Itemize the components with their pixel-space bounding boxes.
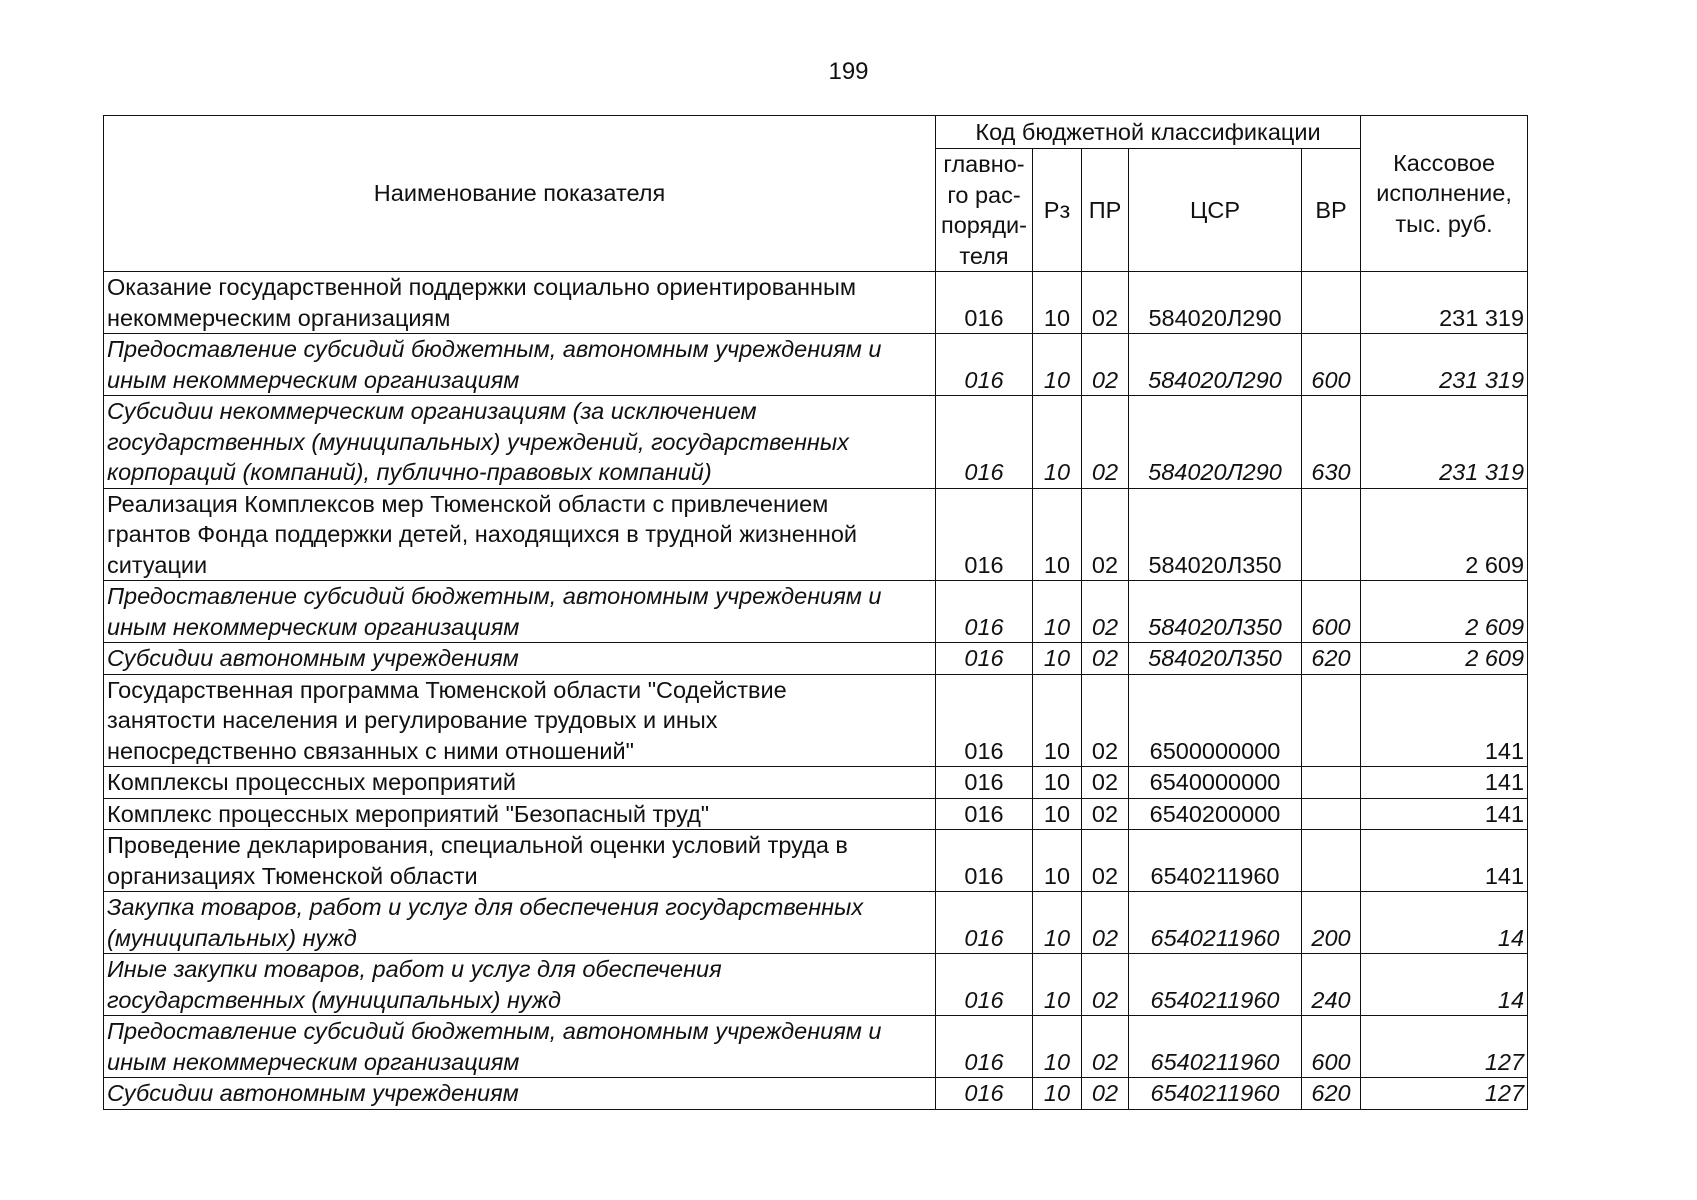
header-name: Наименование показателя (104, 116, 936, 272)
header-csr: ЦСР (1129, 149, 1302, 272)
indicator-name-line: государственных (муниципальных) учреждений, государственных (107, 428, 849, 455)
csr-code-cell: 6540211960 (1129, 954, 1302, 1016)
indicator-name-line: Закупка товаров, работ и услуг для обеспечения государственных (107, 894, 864, 920)
indicator-name-line: Субсидии некоммерческим организациям (за исключением (107, 398, 757, 424)
csr-code-cell: 584020Л350 (1129, 581, 1302, 643)
header-rz: Рз (1033, 149, 1082, 272)
table-row (104, 488, 1528, 581)
amount-cell: 2 609 (1361, 581, 1528, 643)
vr-code-cell: 240 (1302, 954, 1361, 1016)
table-row (104, 767, 1528, 799)
table-row (104, 830, 1528, 892)
table-body (104, 272, 1528, 1110)
pr-code-cell: 02 (1082, 643, 1129, 675)
indicator-name-line: государственных (муниципальных) нужд (107, 986, 562, 1013)
grbs-code-cell: 016 (936, 396, 1033, 489)
indicator-name-cell (104, 581, 936, 643)
amount-cell: 231 319 (1361, 272, 1528, 334)
csr-code-cell: 6540211960 (1129, 1016, 1302, 1078)
grbs-code-cell: 016 (936, 1078, 1033, 1110)
pr-code-cell: 02 (1082, 581, 1129, 643)
rz-code-cell: 10 (1033, 581, 1082, 643)
grbs-code-cell: 016 (936, 581, 1033, 643)
csr-code-cell: 6540200000 (1129, 798, 1302, 830)
pr-code-cell: 02 (1082, 334, 1129, 396)
csr-code-cell: 6540000000 (1129, 767, 1302, 799)
grbs-code-cell: 016 (936, 488, 1033, 581)
indicator-name-line: иным некоммерческим организациям (107, 613, 520, 640)
csr-code-cell: 584020Л290 (1129, 334, 1302, 396)
amount-cell: 141 (1361, 767, 1528, 799)
header-amount-line: Кассовое (1393, 149, 1496, 176)
grbs-code-cell: 016 (936, 643, 1033, 675)
indicator-name-cell (104, 830, 936, 892)
header-grbs-line: го рас- (947, 181, 1021, 208)
pr-code-cell: 02 (1082, 674, 1129, 767)
indicator-name-cell (104, 954, 936, 1016)
indicator-name-line: грантов Фонда поддержки детей, находящихся в трудной жизненной (107, 521, 858, 547)
grbs-code-cell: 016 (936, 830, 1033, 892)
amount-cell: 231 319 (1361, 334, 1528, 396)
csr-code-cell: 6500000000 (1129, 674, 1302, 767)
pr-code-cell: 02 (1082, 396, 1129, 489)
indicator-name-cell (104, 396, 936, 489)
indicator-name-line: Предоставление субсидий бюджетным, автономным учреждениям и (107, 583, 882, 609)
csr-code-cell: 584020Л350 (1129, 488, 1302, 581)
indicator-name-line: Субсидии автономным учреждениям (107, 645, 519, 671)
rz-code-cell: 10 (1033, 674, 1082, 767)
table-row (104, 581, 1528, 643)
indicator-name-line: Государственная программа Тюменской области "Содействие (107, 676, 787, 703)
amount-cell: 2 609 (1361, 488, 1528, 581)
rz-code-cell: 10 (1033, 643, 1082, 675)
budget-table (103, 115, 1528, 1110)
header-vr: ВР (1302, 149, 1361, 272)
amount-cell: 127 (1361, 1078, 1528, 1110)
csr-code-cell: 584020Л290 (1129, 396, 1302, 489)
header-pr: ПР (1082, 149, 1129, 272)
indicator-name-line: Проведение декларирования, специальной оценки условий труда в (107, 832, 848, 858)
vr-code-cell: 600 (1302, 581, 1361, 643)
header-grbs-line: главно- (943, 151, 1025, 177)
rz-code-cell: 10 (1033, 767, 1082, 799)
rz-code-cell: 10 (1033, 892, 1082, 954)
amount-cell: 141 (1361, 830, 1528, 892)
indicator-name-line: Иные закупки товаров, работ и услуг для обеспечения (107, 956, 722, 982)
vr-code-cell (1302, 272, 1361, 334)
csr-code-cell: 6540211960 (1129, 892, 1302, 954)
indicator-name-cell (104, 892, 936, 954)
indicator-name-cell (104, 798, 936, 830)
pr-code-cell: 02 (1082, 892, 1129, 954)
indicator-name-cell (104, 674, 936, 767)
rz-code-cell: 10 (1033, 954, 1082, 1016)
pr-code-cell: 02 (1082, 272, 1129, 334)
indicator-name-cell (104, 1078, 936, 1110)
vr-code-cell: 600 (1302, 334, 1361, 396)
indicator-name-line: занятости населения и регулирование трудовых и иных (107, 707, 718, 733)
indicator-name-cell (104, 767, 936, 799)
table-row (104, 334, 1528, 396)
grbs-code-cell: 016 (936, 892, 1033, 954)
amount-cell: 141 (1361, 798, 1528, 830)
table-header (104, 116, 1528, 272)
pr-code-cell: 02 (1082, 954, 1129, 1016)
vr-code-cell (1302, 488, 1361, 581)
rz-code-cell: 10 (1033, 1078, 1082, 1110)
rz-code-cell: 10 (1033, 798, 1082, 830)
grbs-code-cell: 016 (936, 674, 1033, 767)
vr-code-cell (1302, 798, 1361, 830)
amount-cell: 2 609 (1361, 643, 1528, 675)
csr-code-cell: 6540211960 (1129, 1078, 1302, 1110)
indicator-name-line: ситуации (107, 551, 208, 578)
pr-code-cell: 02 (1082, 767, 1129, 799)
header-grbs-line: поряди- (941, 212, 1027, 238)
csr-code-cell: 584020Л350 (1129, 643, 1302, 675)
page-number: 199 (828, 58, 869, 85)
pr-code-cell: 02 (1082, 830, 1129, 892)
grbs-code-cell: 016 (936, 334, 1033, 396)
indicator-name-cell (104, 643, 936, 675)
grbs-code-cell: 016 (936, 1016, 1033, 1078)
pr-code-cell: 02 (1082, 488, 1129, 581)
indicator-name-line: Реализация Комплексов мер Тюменской области с привлечением (107, 490, 829, 517)
vr-code-cell (1302, 830, 1361, 892)
rz-code-cell: 10 (1033, 488, 1082, 581)
header-amount (1361, 116, 1528, 272)
table-row (104, 798, 1528, 830)
table-row (104, 954, 1528, 1016)
indicator-name-line: некоммерческим организациям (107, 304, 451, 331)
rz-code-cell: 10 (1033, 272, 1082, 334)
amount-cell: 14 (1361, 892, 1528, 954)
rz-code-cell: 10 (1033, 396, 1082, 489)
grbs-code-cell: 016 (936, 798, 1033, 830)
rz-code-cell: 10 (1033, 1016, 1082, 1078)
vr-code-cell: 630 (1302, 396, 1361, 489)
pr-code-cell: 02 (1082, 1078, 1129, 1110)
amount-cell: 127 (1361, 1016, 1528, 1078)
table-row (104, 892, 1528, 954)
table-row (104, 643, 1528, 675)
grbs-code-cell: 016 (936, 954, 1033, 1016)
indicator-name-line: Субсидии автономным учреждениям (107, 1080, 519, 1106)
indicator-name-cell (104, 334, 936, 396)
rz-code-cell: 10 (1033, 334, 1082, 396)
header-grbs-line: теля (959, 242, 1009, 269)
indicator-name-line: корпораций (компаний), публично-правовых компаний) (107, 459, 712, 485)
vr-code-cell: 620 (1302, 643, 1361, 675)
amount-cell: 231 319 (1361, 396, 1528, 489)
csr-code-cell: 6540211960 (1129, 830, 1302, 892)
grbs-code-cell: 016 (936, 272, 1033, 334)
pr-code-cell: 02 (1082, 798, 1129, 830)
table-row (104, 1078, 1528, 1110)
table-row (104, 674, 1528, 767)
vr-code-cell (1302, 767, 1361, 799)
indicator-name-cell (104, 488, 936, 581)
indicator-name-line: иным некоммерческим организациям (107, 366, 520, 393)
indicator-name-line: Комплексы процессных мероприятий (107, 769, 516, 795)
pr-code-cell: 02 (1082, 1016, 1129, 1078)
indicator-name-line: (муниципальных) нужд (107, 924, 357, 951)
indicator-name-cell (104, 272, 936, 334)
indicator-name-line: непосредственно связанных с ними отношений" (107, 737, 635, 764)
csr-code-cell: 584020Л290 (1129, 272, 1302, 334)
vr-code-cell: 620 (1302, 1078, 1361, 1110)
table-row (104, 396, 1528, 489)
table-row (104, 1016, 1528, 1078)
vr-code-cell: 600 (1302, 1016, 1361, 1078)
indicator-name-line: Предоставление субсидий бюджетным, автономным учреждениям и (107, 1018, 882, 1044)
rz-code-cell: 10 (1033, 830, 1082, 892)
amount-cell: 14 (1361, 954, 1528, 1016)
header-grbs (936, 149, 1033, 272)
table-row (104, 272, 1528, 334)
vr-code-cell (1302, 674, 1361, 767)
indicator-name-line: организациях Тюменской области (107, 862, 478, 889)
indicator-name-line: Комплекс процессных мероприятий "Безопасный труд" (107, 800, 710, 827)
header-amount-line: исполнение, (1376, 180, 1512, 207)
indicator-name-cell (104, 1016, 936, 1078)
header-kbk-group: Код бюджетной классификации (936, 116, 1361, 149)
indicator-name-line: Оказание государственной поддержки социально ориентированным (107, 274, 857, 300)
vr-code-cell: 200 (1302, 892, 1361, 954)
amount-cell: 141 (1361, 674, 1528, 767)
indicator-name-line: Предоставление субсидий бюджетным, автономным учреждениям и (107, 336, 882, 362)
indicator-name-line: иным некоммерческим организациям (107, 1048, 520, 1075)
grbs-code-cell: 016 (936, 767, 1033, 799)
header-amount-line: тыс. руб. (1395, 210, 1493, 237)
